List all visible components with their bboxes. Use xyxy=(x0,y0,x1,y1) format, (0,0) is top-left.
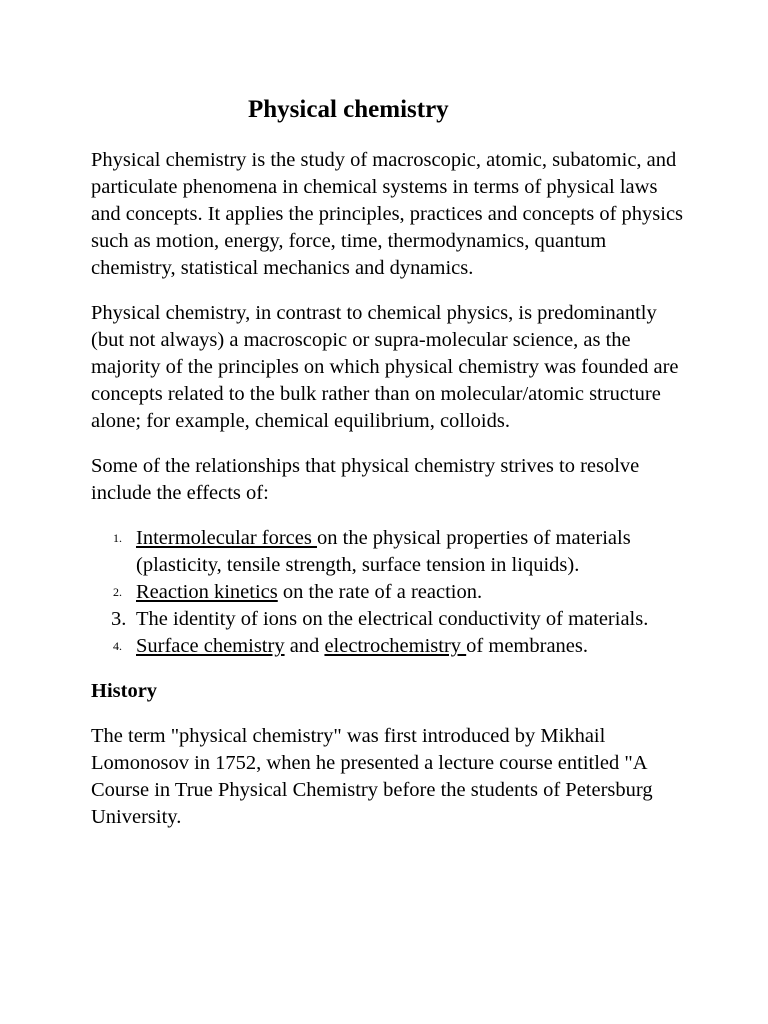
history-paragraph: The term "physical chemistry" was first introduced by Mikhail Lomonosov in 1752, when he presented a lecture course entitled "A Course in True Physical Chemistry before the students of Petersburg University. xyxy=(91,725,653,828)
list-number: 2. xyxy=(113,585,122,599)
list-item-text: and xyxy=(284,635,325,657)
effects-paragraph: Some of the relationships that physical chemistry strives to resolve include the effects of: xyxy=(91,455,640,504)
list-item xyxy=(91,633,688,660)
intermolecular-forces-link[interactable]: Intermolecular forces xyxy=(136,527,317,549)
list-item-text: of membranes. xyxy=(466,635,588,657)
surface-chemistry-link[interactable]: Surface chemistry xyxy=(136,635,285,657)
list-item xyxy=(91,579,688,606)
contrast-paragraph: Physical chemistry, in contrast to chemical physics, is predominantly (but not always) a macroscopic or supra-molecular science, as the majority of the principles on which physical chemistry was founded are concepts related to the bulk rather than on molecular/atomic structure alone; for example, chemical equilibrium, colloids. xyxy=(91,302,679,432)
intro-paragraph: Physical chemistry is the study of macroscopic, atomic, subatomic, and particulate phenomena in chemical systems in terms of physical laws and concepts. It applies the principles, practices and concepts of physics such as motion, energy, force, time, thermodynamics, quantum chemistry, statistical mechanics and dynamics. xyxy=(91,149,684,279)
list-item xyxy=(91,606,688,633)
electrochemistry-link[interactable]: electrochemistry xyxy=(324,635,467,657)
effects-list xyxy=(91,525,688,660)
list-item-text: on the rate of a reaction. xyxy=(277,581,483,603)
list-item xyxy=(91,525,688,579)
page-title: Physical chemistry xyxy=(248,96,449,123)
list-item-text: The identity of ions on the electrical conductivity of materials. xyxy=(136,608,649,630)
history-heading: History xyxy=(91,680,158,702)
list-item-text: on the physical properties of materials (plasticity, tensile strength, surface tension in liquids). xyxy=(136,527,631,576)
list-number: 3. xyxy=(111,608,127,630)
reaction-kinetics-link[interactable]: Reaction kinetics xyxy=(136,581,278,603)
list-number: 4. xyxy=(113,639,122,653)
list-number: 1. xyxy=(113,531,122,545)
